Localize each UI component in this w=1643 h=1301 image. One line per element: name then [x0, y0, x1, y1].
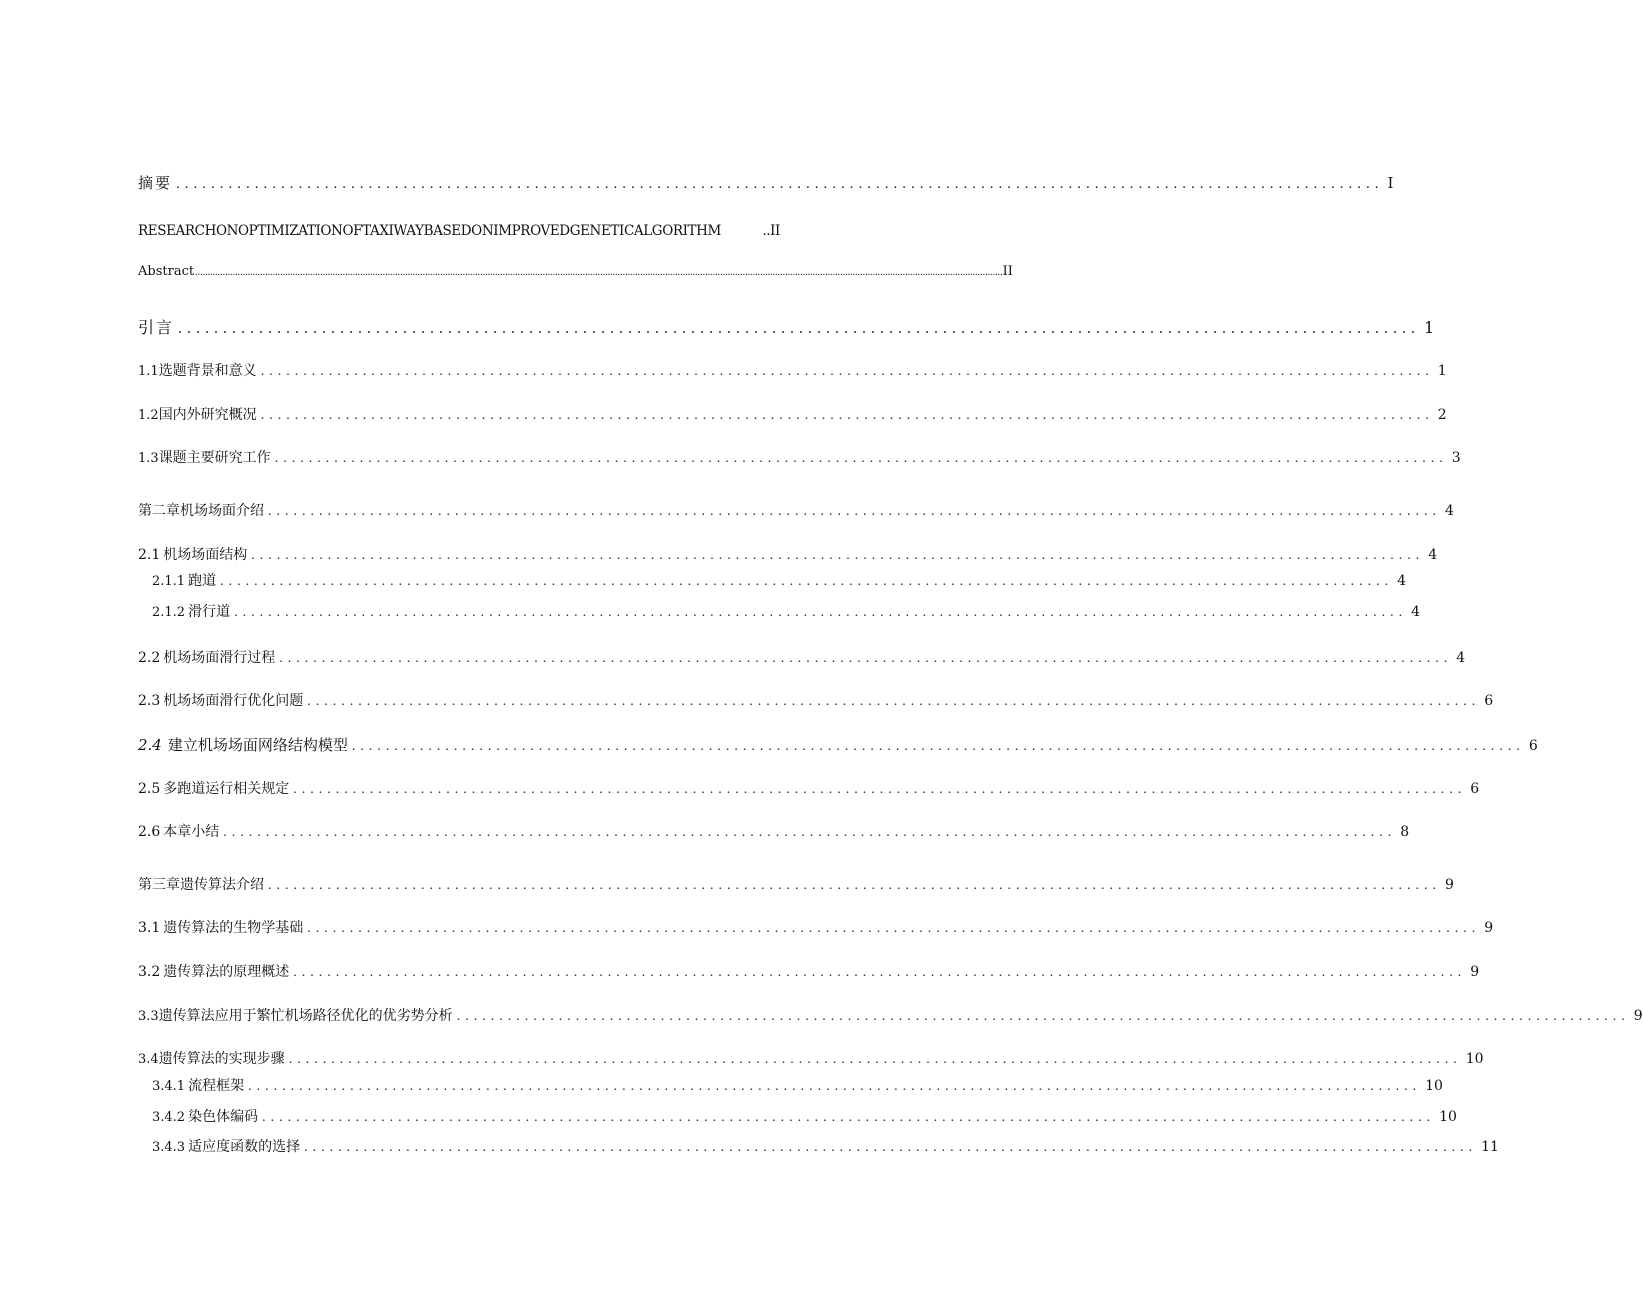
toc-entry-title: 第二章机场场面介绍: [138, 503, 264, 519]
toc-entry-page: 6: [1528, 738, 1538, 754]
toc-entry-number: 3.4.3: [152, 1140, 186, 1155]
toc-entry-number: 1.2: [138, 408, 159, 423]
toc-entry-number: 3.4.2: [152, 1110, 186, 1125]
toc-entry-title: 遗传算法的原理概述: [163, 964, 290, 980]
toc-entry-page: I: [1387, 174, 1394, 192]
toc-entry-title: 机场场面滑行优化问题: [163, 693, 304, 709]
dot-leader: ..........................................................................................................................................: [234, 605, 1408, 620]
toc-entry-title: RESEARCHONOPTIMIZATIONOFTAXIWAYBASEDONIMPROVEDGENETICALGORITHM: [138, 223, 721, 239]
toc-entry-page: 4: [1397, 573, 1406, 589]
toc-entry-title: 摘要: [138, 174, 173, 192]
toc-entry-number: 2.3: [138, 693, 161, 709]
dot-leader: ..........................................................................................................................................: [268, 878, 1441, 893]
toc-entry-page: 4: [1411, 604, 1420, 620]
dot-leader: ..........................................................................................................................................: [220, 574, 1394, 589]
toc-entry-page: 9: [1470, 964, 1480, 980]
toc-entry-number: 3.1: [138, 920, 161, 936]
toc-entry-2-1[interactable]: [138, 544, 1438, 564]
dot-leader: ..........................................................................................................................................: [274, 451, 1448, 466]
toc-entry-2-2[interactable]: [138, 647, 1466, 667]
toc-entry-page: 11: [1481, 1139, 1499, 1155]
toc-entry-chapter-2[interactable]: [138, 500, 1454, 520]
toc-entry-page: 10: [1425, 1078, 1443, 1094]
toc-entry-3-4[interactable]: [138, 1048, 1484, 1068]
toc-entry-number: 2.1.2: [152, 605, 186, 620]
dot-leader: ..........................................................................................................................................: [293, 965, 1467, 980]
toc-entry-title: 本章小结: [163, 824, 220, 840]
dot-leader: ..........................................................................................................................................: [304, 1140, 1478, 1155]
toc-entry-number: 2.6: [138, 824, 161, 840]
dot-leader: ..........................................................................................................................................: [260, 364, 1434, 379]
dot-leader: ...................................................................................................................................................................................................................................................................................................................................: [195, 267, 1003, 278]
toc-entry-number: 1.1: [138, 364, 159, 379]
toc-entry-page: 9: [1633, 1008, 1643, 1024]
toc-entry-page: 2: [1437, 407, 1447, 423]
toc-entry-3-4-1[interactable]: [152, 1075, 1443, 1095]
toc-entry-title: 遗传算法应用于繁忙机场路径优化的优劣势分析: [158, 1008, 453, 1024]
toc-entry-page: 1: [1437, 363, 1447, 379]
toc-entry-title: 流程框架: [188, 1078, 245, 1094]
toc-entry-title: 滑行道: [188, 604, 231, 620]
dot-leader: ..........................................................................................................................................: [248, 1079, 1422, 1094]
toc-entry-page: 8: [1400, 824, 1410, 840]
toc-entry-2-5[interactable]: [138, 778, 1480, 798]
dot-leader: ..........................................................................................................................................: [223, 825, 1397, 840]
toc-entry-number: 3.3: [138, 1009, 159, 1024]
toc-entry-3-4-3[interactable]: [152, 1136, 1499, 1156]
toc-entry-number: 3.4: [138, 1052, 159, 1067]
toc-entry-number: 3.2: [138, 964, 161, 980]
toc-entry-page: 10: [1465, 1051, 1484, 1067]
toc-entry-3-2[interactable]: [138, 961, 1480, 981]
toc-entry-introduction[interactable]: [138, 315, 1435, 338]
toc-entry-2-3[interactable]: [138, 690, 1494, 710]
toc-entry-number: 2.5: [138, 781, 161, 797]
toc-entry-number: 2.1: [138, 547, 161, 563]
toc-entry-english-title[interactable]: [138, 223, 780, 239]
toc-entry-page: 6: [1470, 781, 1480, 797]
toc-entry-page: 1: [1424, 318, 1435, 337]
toc-entry-title: 机场场面滑行过程: [163, 650, 276, 666]
toc-entry-number: 3.4.1: [152, 1079, 186, 1094]
toc-entry-page: II: [1002, 264, 1013, 279]
toc-entry-page: 9: [1484, 920, 1494, 936]
toc-entry-abstract-cn[interactable]: [138, 172, 1394, 193]
toc-entry-number: 1.3: [138, 451, 159, 466]
dot-leader: ..........................................................................................................................................: [307, 921, 1481, 936]
toc-entry-number: 2.1.1: [152, 574, 186, 589]
dot-leader: ..........................................................................................................................................: [176, 176, 1384, 192]
dot-leader: ..........................................................................................................................................: [351, 739, 1525, 754]
toc-entry-1-1[interactable]: [138, 360, 1447, 380]
dot-leader: ..........................................................................................................................................: [251, 548, 1425, 563]
toc-entry-page: 6: [1484, 693, 1494, 709]
toc-entry-title: 染色体编码: [188, 1109, 259, 1125]
toc-entry-title: 建立机场场面网络结构模型: [167, 736, 348, 754]
toc-entry-number: 2.4: [138, 736, 162, 754]
toc-entry-3-3[interactable]: [138, 1005, 1643, 1025]
toc-entry-title: 第三章遗传算法介绍: [138, 877, 264, 893]
toc-entry-title: Abstract: [138, 264, 195, 279]
toc-entry-page: 10: [1439, 1109, 1457, 1125]
toc-entry-2-4[interactable]: [138, 734, 1538, 755]
toc-entry-2-6[interactable]: [138, 821, 1410, 841]
toc-entry-page: ..II: [762, 223, 780, 239]
toc-entry-3-1[interactable]: [138, 917, 1494, 937]
dot-leader: ..........................................................................................................................................: [268, 504, 1441, 519]
dot-leader: ..........................................................................................................................................: [178, 320, 1421, 337]
toc-entry-title: 多跑道运行相关规定: [163, 781, 290, 797]
toc-entry-title: 跑道: [188, 573, 217, 589]
dot-leader: ..........................................................................................................................................: [260, 408, 1434, 423]
toc-entry-2-1-1[interactable]: [152, 570, 1406, 590]
toc-entry-page: 4: [1428, 547, 1438, 563]
toc-entry-title: 选题背景和意义: [158, 363, 257, 379]
toc-entry-title: 机场场面结构: [163, 547, 248, 563]
toc-entry-title: 国内外研究概况: [158, 407, 257, 423]
dot-leader: ..........................................................................................................................................: [307, 694, 1481, 709]
toc-entry-3-4-2[interactable]: [152, 1106, 1457, 1126]
toc-entry-1-3[interactable]: [138, 447, 1461, 467]
toc-entry-title: 遗传算法的生物学基础: [163, 920, 304, 936]
toc-entry-page: 9: [1445, 877, 1454, 893]
toc-entry-number: 2.2: [138, 650, 161, 666]
toc-entry-title: 适应度函数的选择: [188, 1139, 301, 1155]
toc-entry-chapter-3[interactable]: [138, 874, 1454, 894]
dot-leader: ..........................................................................................................................................: [279, 651, 1453, 666]
dot-leader: ..........................................................................................................................................: [288, 1052, 1462, 1067]
toc-entry-page: 3: [1451, 450, 1461, 466]
toc-entry-1-2[interactable]: [138, 404, 1447, 424]
toc-entry-title: 课题主要研究工作: [158, 450, 271, 466]
toc-entry-title: 遗传算法的实现步骤: [158, 1051, 285, 1067]
dot-leader: ..........................................................................................................................................: [456, 1009, 1630, 1024]
dot-leader: ..........................................................................................................................................: [262, 1110, 1436, 1125]
toc-entry-page: 4: [1445, 503, 1454, 519]
toc-entry-title: 引言: [138, 318, 175, 337]
dot-leader: ..........................................................................................................................................: [293, 782, 1467, 797]
toc-entry-2-1-2[interactable]: [152, 601, 1420, 621]
toc-entry-page: 4: [1456, 650, 1466, 666]
toc-entry-abstract-en[interactable]: [138, 264, 1013, 279]
